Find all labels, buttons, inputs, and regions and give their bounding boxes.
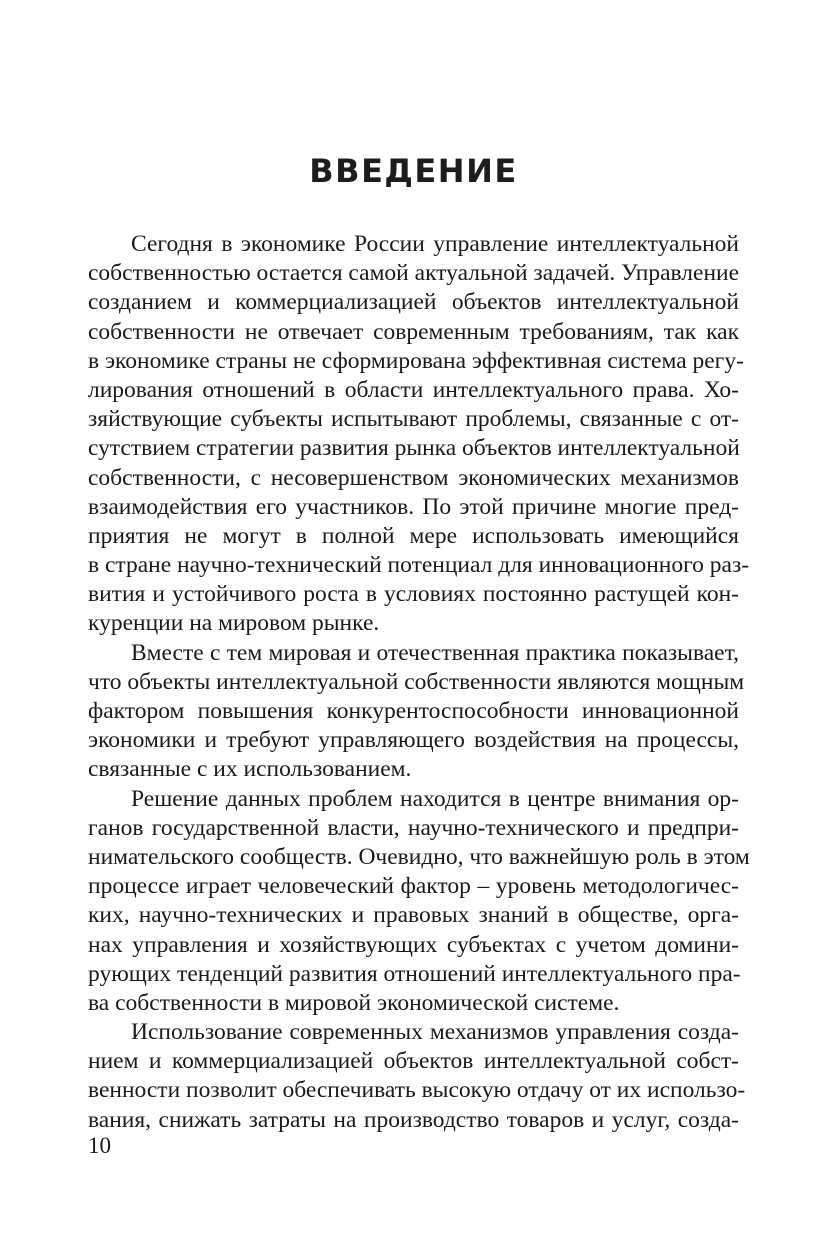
text-line: вания, снижать затраты на производство товаров и услуг, созда- (88, 1106, 739, 1133)
text-line: ких, научно-технических и правовых знаний в обществе, орга- (88, 902, 739, 929)
text-line: собственности, с несовершенством экономических механизмов (88, 464, 739, 491)
text-line: собственности не отвечает современным требованиям, так как (88, 318, 739, 345)
text-line: нием и коммерциализацией объектов интеллектуальной собст- (88, 1048, 739, 1075)
text-line: Вместе с тем мировая и отечественная практика показывает, (131, 639, 739, 666)
paragraph-3 (88, 785, 750, 1019)
text-line: нах управления и хозяйствующих субъектах с учетом домини- (88, 931, 739, 958)
text-line: зяйствующие субъекты испытывают проблемы, связанные с от- (88, 406, 739, 433)
text-line: куренции на мировом рынке. (88, 610, 380, 637)
text-line: Решение данных проблем находится в центре внимания ор- (131, 785, 739, 812)
text-line: в экономике страны не сформирована эффективная система регу- (88, 347, 744, 374)
text-line: вития и устойчивого роста в условиях постоянно растущей кон- (88, 581, 739, 608)
text-line: экономики и требуют управляющего воздействия на процессы, (88, 727, 739, 754)
chapter-heading: ВВЕДЕНИЕ (309, 152, 518, 190)
paragraph-4 (88, 1018, 746, 1135)
paragraph-2 (88, 639, 745, 785)
text-line: нимательского сообществ. Очевидно, что важнейшую роль в этом (88, 843, 750, 870)
text-line: связанные с их использованием. (88, 756, 412, 783)
text-line: Использование современных механизмов управления созда- (131, 1019, 739, 1046)
book-page (88, 0, 750, 1240)
text-line: взаимодействия его участников. По этой причине многие пред- (88, 493, 739, 520)
text-line: ва собственности в мировой экономической системе. (88, 989, 620, 1016)
text-line: собственностью остается самой актуальной задачей. Управление (88, 260, 740, 287)
page-number: 10 (88, 1133, 111, 1158)
text-line: что объекты интеллектуальной собственности являются мощным (88, 668, 745, 695)
text-line: сутствием стратегии развития рынка объектов интеллектуальной (88, 435, 740, 462)
text-line: приятия не могут в полной мере использовать имеющийся (88, 522, 739, 549)
text-line: созданием и коммерциализацией объектов интеллектуальной (88, 289, 739, 316)
text-line: в стране научно-технический потенциал для инновационного раз- (88, 552, 750, 579)
text-line: лирования отношений в области интеллектуального права. Хо- (88, 376, 739, 403)
text-line: венности позволит обеспечивать высокую отдачу от их использо- (88, 1077, 746, 1104)
text-line: Сегодня в экономике России управление интеллектуальной (131, 231, 739, 257)
text-line: рующих тенденций развития отношений интеллектуального пра- (88, 960, 741, 987)
text-line: процессе играет человеческий фактор – уровень методологичес- (88, 873, 739, 900)
paragraph-1 (88, 230, 750, 639)
text-line: фактором повышения конкурентоспособности инновационной (88, 698, 739, 724)
text-line: ганов государственной власти, научно-технического и предпри- (88, 814, 739, 841)
body-text (88, 230, 750, 1135)
